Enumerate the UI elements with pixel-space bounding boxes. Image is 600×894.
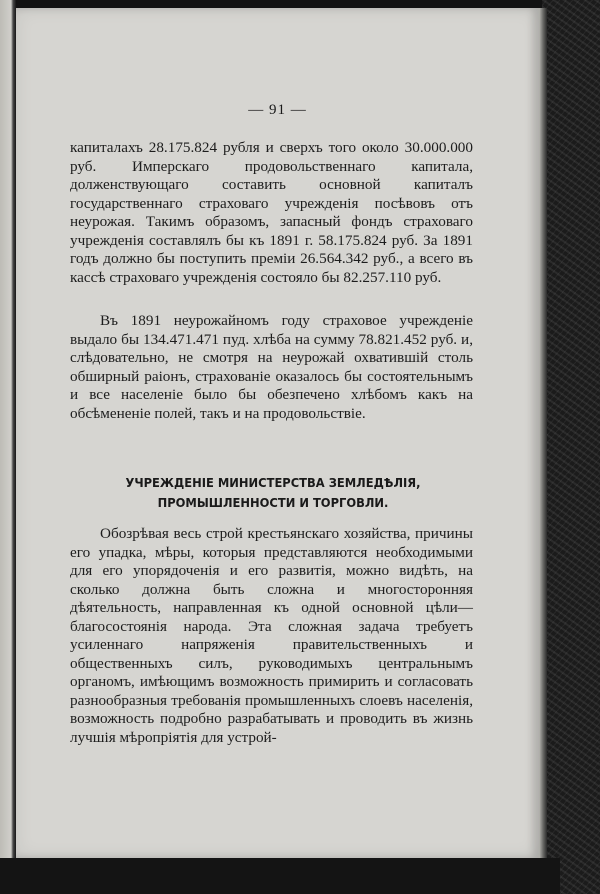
paragraph-1891-harvest: Въ 1891 неурожайномъ году страховое учрежденіе выдало бы 134.471.471 пуд. хлѣба на сумму 78.821.452 руб. и, слѣдовательно, не смотря на неурожай охватившій столь обширный раіонъ, страхованіе оказалось бы состоятельнымъ и все населеніе было бы обезпечено хлѣбомъ какъ на обсѣмененіе полей, такъ и на продовольствіе. <box>70 312 473 422</box>
page-number: — 91 — <box>248 102 307 118</box>
previous-page-edge <box>0 0 16 894</box>
page-fore-edge <box>539 8 547 858</box>
paragraph-ministry: Обозрѣвая весь строй крестьянскаго хозяйства, причины его упадка, мѣры, которыя представляются необходимыми для его упорядоченія и его развитія, можно видѣть, на сколько должна быть сложна и многосторонняя дѣятельность, направленная къ одной основной цѣли— благосостоянія народа. Эта сложная задача требуетъ усиленнаго напряженія правительственныхъ и общественныхъ силъ, руководимыхъ центральнымъ органомъ, имѣющимъ возможность примирить и согласовать разнообразныя требованія промышленныхъ слоевъ населенія, возможность подробно разрабатывать и проводить въ жизнь лучшія мѣропріятія для устрой- <box>70 525 473 746</box>
paragraph-continued: капиталахъ 28.175.824 рубля и сверхъ того около 30.000.000 руб. Имперскаго продовольственнаго капитала, долженствующаго составить основной капиталъ государственнаго страховаго учрежденія посѣвовъ отъ неурожая. Такимъ образомъ, запасный фондъ страховаго учрежденія составлялъ бы къ 1891 г. 58.175.824 руб. За 1891 годъ должно бы поступить преміи 26.564.342 руб., а всего въ кассѣ страховаго учрежденія состояло бы 82.257.110 руб. <box>70 139 473 286</box>
book-binding-cover <box>542 0 600 894</box>
section-heading: УЧРЕЖДЕНІЕ МИНИСТЕРСТВА ЗЕМЛЕДѢЛІЯ, ПРОМЫШЛЕННОСТИ И ТОРГОВЛИ. <box>125 475 421 510</box>
scan-background <box>0 858 560 894</box>
book-page <box>16 8 539 858</box>
